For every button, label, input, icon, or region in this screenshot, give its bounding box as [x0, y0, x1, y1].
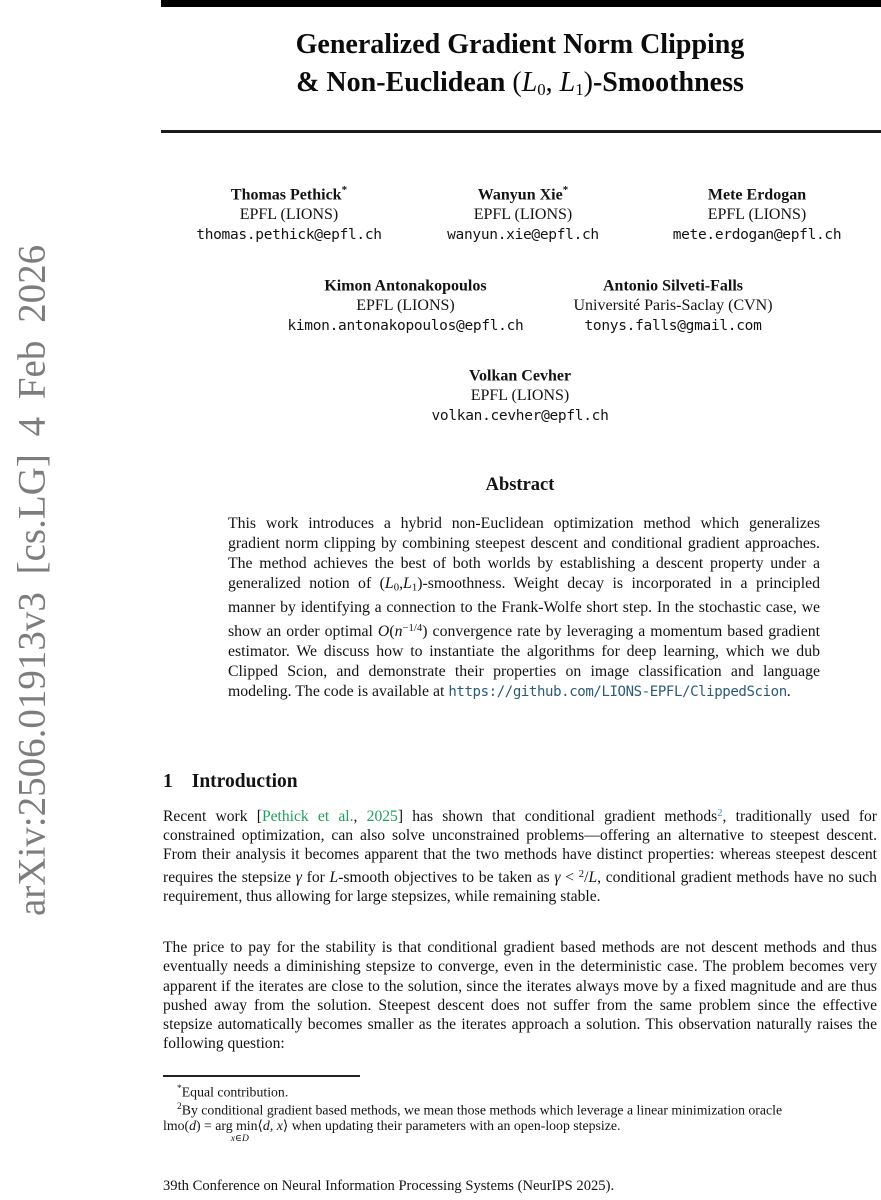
paper-page — [163, 0, 877, 1200]
text-run: ( — [389, 622, 395, 640]
paper-title-line2 — [296, 67, 744, 98]
text-run: ) = — [195, 1118, 216, 1133]
author-card — [431, 361, 608, 426]
text-run: lmo( — [163, 1118, 190, 1133]
footnote-equal-contribution: *Equal contribution. — [177, 1084, 289, 1100]
text-run: , — [399, 575, 404, 592]
footnote-ref[interactable]: 2 — [717, 808, 723, 819]
asterisk-mark: * — [177, 1084, 182, 1094]
intro-paragraph-2: The price to pay for the stability is that conditional gradient based methods are not descent methods and thus eventually needs a diminishing stepsize to converge, even in the deterministic case. The problem becomes very apparent if the iterates are close to the solution, since the iterates always move by a fixed magnitude and are thus pushed away from the solution. Steepest descent does not suffer from the same problem since the effective stepsize automatically becomes smaller as the iterates approach a solution. This observation naturally raises the following question: — [163, 939, 877, 1053]
abstract-heading: Abstract — [485, 475, 555, 495]
text-run: L — [588, 868, 598, 886]
text-run: L — [329, 868, 339, 886]
paper-title-line1: Generalized Gradient Norm Clipping — [295, 29, 745, 60]
text-run: d — [189, 1118, 196, 1133]
author-name: Kimon Antonakopoulos — [324, 277, 487, 295]
section-heading-introduction — [163, 771, 298, 793]
author-card — [406, 180, 640, 245]
text-run: -smooth objectives to be taken as — [338, 868, 555, 886]
abstract-text — [228, 514, 820, 702]
author-row-3 — [163, 361, 877, 426]
text-run: ( — [512, 67, 522, 98]
text-run: , traditionally used for constrained optimization, can also solve unconstrained problems—offering an alternative to steepest descent. From their analysis it becomes apparent that the two methods have distinct properties: whereas steepest descent requires the stepsize — [163, 807, 878, 886]
text-run: This work introduces a hybrid non-Euclidean optimization method which generalizes gradient norm clipping by combining steepest descent and conditional gradient approaches. The method achieves the best of both worlds by establishing a descent property under a generalized notion of ( — [228, 515, 820, 592]
text-run: 0 — [393, 581, 400, 594]
text-run: O — [377, 622, 390, 640]
title-rule — [161, 130, 881, 133]
author-affiliation: Université Paris-Saclay (CVN) — [573, 297, 773, 315]
author-email: mete.erdogan@epfl.ch — [672, 227, 842, 244]
text-run: ] has shown that conditional gradient methods — [397, 807, 718, 825]
author-affiliation: EPFL (LIONS) — [470, 387, 570, 405]
author-email: kimon.antonakopoulos@epfl.ch — [287, 318, 524, 335]
text-run: )-smoothness. Weight decay is incorporated in a principled manner by identifying a connection to the Frank-Wolfe short step. In the stochastic case, we show an order optimal — [228, 575, 820, 640]
author-card — [640, 180, 874, 245]
text-run: convergence rate by leveraging a momentum based gradient estimator. We discuss how to instantiate the algorithms for deep learning, which we dub Clipped Scion, and demonstrate their properties on image classification and language modeling. The code is available at — [228, 622, 820, 700]
footnote-2-line1: $^2$By conditional gradient based methods, we mean those methods which leverage a linear minimization oracle — [177, 1102, 783, 1118]
author-name: Thomas Pethick* — [230, 184, 348, 204]
citation-link[interactable]: Pethick et al. — [261, 807, 354, 825]
text-run: . — [786, 682, 791, 700]
paper-title — [163, 26, 877, 109]
author-affiliation: EPFL (LIONS) — [473, 206, 573, 224]
text-run: / — [584, 868, 589, 886]
equal-contrib-mark: * — [341, 184, 348, 196]
conference-footer: 39th Conference on Neural Information Processing Systems (NeurIPS 2025). — [163, 1178, 615, 1194]
author-email: volkan.cevher@epfl.ch — [431, 408, 609, 425]
footnote-2-mark: 2 — [177, 1102, 182, 1112]
section-number: 1 — [163, 771, 173, 792]
text-run: x — [276, 1118, 283, 1133]
text-run: 1 — [575, 80, 584, 100]
text-run: ⟨ — [257, 1118, 263, 1133]
text-run: 0 — [537, 80, 546, 100]
citation-year-link[interactable]: 2025 — [366, 807, 398, 825]
argmin-subscript: x∈D — [230, 1134, 249, 1144]
author-card — [172, 180, 406, 245]
arxiv-watermark: arXiv:2506.01913v3 [cs.LG] 4 Feb 2026 — [10, 244, 54, 916]
author-name: Volkan Cevher — [468, 367, 572, 385]
text-run: γ — [295, 868, 302, 886]
intro-paragraph-1 — [163, 804, 877, 906]
author-email: thomas.pethick@epfl.ch — [196, 227, 382, 244]
text-run: , — [545, 67, 560, 98]
text-run: ⟩ when updating their parameters with an open-loop stepsize. — [282, 1118, 621, 1133]
text-run: L — [384, 575, 394, 592]
text-run: 1 — [411, 581, 418, 594]
author-name: Antonio Silveti-Falls — [603, 277, 744, 295]
author-affiliation: EPFL (LIONS) — [707, 206, 807, 224]
lmo-formula-prefix — [163, 1118, 215, 1133]
section-title: Introduction — [191, 771, 298, 792]
text-run: & Non-Euclidean — [296, 67, 513, 98]
text-run: Recent work [ — [163, 807, 262, 825]
author-affiliation: EPFL (LIONS) — [239, 206, 339, 224]
author-row-2 — [183, 271, 877, 336]
text-run: 2 — [578, 868, 585, 880]
author-row-1 — [172, 180, 874, 245]
text-run: ) — [422, 622, 428, 640]
author-affiliation: EPFL (LIONS) — [356, 297, 455, 315]
author-name: Wanyun Xie* — [477, 184, 569, 204]
text-run: L — [521, 67, 538, 98]
text-run: , conditional gradient methods have no such requirement, thus allowing for large stepsizes, while remaining stable. — [163, 868, 877, 905]
text-run: ) — [583, 67, 593, 98]
text-run: L — [559, 67, 576, 98]
text-run: < — [560, 868, 579, 886]
text-run: , — [269, 1118, 277, 1133]
footnote-2-line2 — [163, 1117, 877, 1144]
text-run: γ — [554, 868, 561, 886]
lmo-formula-suffix — [258, 1118, 621, 1133]
text-run: -Smoothness — [592, 67, 744, 98]
text-run: L — [403, 575, 412, 592]
argmin-operator: arg min x∈D — [215, 1117, 257, 1136]
author-name: Mete Erdogan — [707, 186, 807, 204]
text-run: for — [301, 868, 330, 886]
text-run: d — [262, 1118, 270, 1133]
equal-contrib-mark: * — [562, 184, 569, 196]
text-run: n — [394, 622, 403, 640]
text-run: −1/4 — [402, 621, 423, 634]
author-email: tonys.falls@gmail.com — [584, 318, 762, 335]
github-link[interactable]: https://github.com/LIONS-EPFL/ClippedScion — [448, 683, 787, 700]
author-card — [573, 271, 772, 336]
author-card — [287, 271, 523, 336]
text-run: , — [353, 807, 367, 825]
author-email: wanyun.xie@epfl.ch — [447, 227, 599, 244]
footnote-rule — [163, 1075, 360, 1077]
